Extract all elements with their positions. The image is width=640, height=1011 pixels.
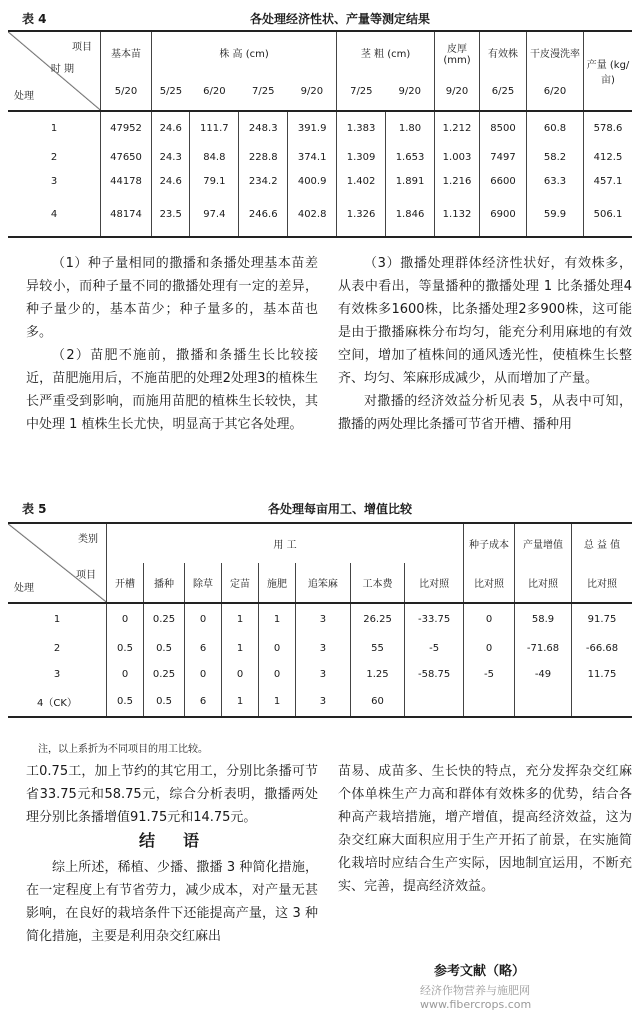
table-cell: 47952: [101, 111, 152, 145]
table-cell: 1.25: [350, 661, 405, 687]
references: 参考文献（略）: [434, 964, 526, 979]
table-cell: 60.8: [527, 111, 584, 145]
table-cell: 58.9: [515, 603, 572, 635]
table-cell: 0: [222, 661, 259, 687]
table4-corner: [8, 31, 101, 111]
table-cell: 63.3: [527, 169, 584, 193]
table4-date: 7/25: [252, 86, 275, 97]
table-cell: 4（CK）: [37, 698, 77, 709]
bottom-left-top: [26, 760, 318, 829]
table5-label: 表 5: [22, 502, 47, 516]
table5-subhead: 比对照: [515, 563, 572, 603]
table-row: [8, 603, 632, 635]
table-cell: 0.25: [144, 661, 185, 687]
table5-subhead: 开槽: [107, 563, 144, 603]
table5-head-output: 产量增值: [515, 523, 572, 563]
table-cell: 97.4: [190, 193, 239, 237]
table-row: [8, 687, 632, 717]
table-cell: -5: [405, 635, 464, 661]
table-cell: 578.6: [584, 111, 633, 145]
table-cell: 44178: [101, 169, 152, 193]
bottom-right: [338, 760, 632, 898]
table-cell: 24.6: [152, 169, 190, 193]
table-cell: 0.5: [107, 635, 144, 661]
table5-corner-category: 类别: [78, 534, 98, 545]
table5-subhead: 定苗: [222, 563, 259, 603]
table4-date: 9/20: [435, 73, 480, 111]
table4-head-skin: 皮厚 (mm): [435, 31, 480, 73]
table-cell: 3: [296, 687, 351, 717]
table-cell: 59.9: [527, 193, 584, 237]
table5-corner: [8, 523, 107, 603]
table-cell: 246.6: [239, 193, 288, 237]
table-cell: 24.3: [152, 145, 190, 169]
table-cell: 1.846: [386, 193, 435, 237]
table4-date: 6/20: [203, 86, 226, 97]
table4-title: 各处理经济性状、产量等测定结果: [249, 12, 430, 26]
table-cell: 3: [296, 635, 351, 661]
table-row: [8, 193, 632, 237]
bottom-left-bottom: [26, 856, 318, 948]
table-cell: 26.25: [350, 603, 405, 635]
table-cell: 1.402: [337, 169, 386, 193]
table4-date: 5/20: [101, 73, 152, 111]
table-cell: 1: [53, 614, 61, 625]
table-cell: 111.7: [190, 111, 239, 145]
paragraph: 对撒播的经济效益分析见表 5，从表中可知，撒播的两处理比条播可节省开槽、播种用: [338, 394, 632, 432]
table-cell: 1: [259, 603, 296, 635]
table-cell: 0.5: [144, 687, 185, 717]
table-cell: 3: [296, 603, 351, 635]
table5-head-cost: 种子成本: [464, 523, 515, 563]
table-cell: 506.1: [584, 193, 633, 237]
table-cell: 6: [185, 687, 222, 717]
table5-subhead: 播种: [144, 563, 185, 603]
table5-head-benefit: 总 益 值: [572, 523, 633, 563]
table-cell: 6900: [480, 193, 527, 237]
paragraph: （3）撒播处理群体经济性状好，有效株多，从表中看出，等量播种的撒播处理 1 比条播处理4有效株多1600株，比条播处理2多900株，这可能是由于撒播麻株分布均匀，能充分利用麻地的有效空间，增加了植株间的通风透光性，使植株生长整齐、均匀、笨麻形成减少，从而增加了产量。: [338, 256, 632, 386]
table-cell: 0: [107, 603, 144, 635]
paragraph: 工0.75工，加上节约的其它用工，分别比条播可节省33.75元和58.75元，综合分析表明，撒播两处理分别比条播增值91.75元和14.75元。: [26, 764, 318, 825]
table-cell: 84.8: [190, 145, 239, 169]
table-cell: 3: [53, 668, 61, 680]
table-row: [8, 169, 632, 193]
table-cell: -71.68: [515, 635, 572, 661]
table-cell: 47650: [101, 145, 152, 169]
table-cell: 55: [350, 635, 405, 661]
table-row: [8, 145, 632, 169]
table-cell: 412.5: [584, 145, 633, 169]
table-cell: 1: [50, 123, 58, 134]
table5-corner-treatment: 处理: [14, 583, 34, 594]
table-cell: -33.75: [405, 603, 464, 635]
body-left: [26, 252, 318, 436]
table-cell: 91.75: [572, 603, 633, 635]
table-cell: 3: [50, 175, 58, 187]
table-cell: -5: [464, 661, 515, 687]
table4-date: 6/20: [527, 73, 584, 111]
table-row: [8, 111, 632, 145]
table5: [8, 522, 632, 718]
table4-date: 9/20: [300, 86, 324, 97]
table-cell: 1.80: [386, 111, 435, 145]
table-row: [8, 661, 632, 687]
table-cell: 11.75: [572, 661, 633, 687]
table5-head-labor: 用 工: [107, 523, 464, 563]
table4-date: 5/25: [152, 73, 190, 111]
table-cell: 58.2: [527, 145, 584, 169]
table-cell: 228.8: [239, 145, 288, 169]
table-cell: 6: [185, 635, 222, 661]
table5-subhead: 除草: [185, 563, 222, 603]
table-cell: 0: [464, 603, 515, 635]
table-cell: 0: [464, 635, 515, 661]
table4-corner-item: 项目: [72, 42, 92, 53]
table-cell: 234.2: [239, 169, 288, 193]
table5-subhead: 比对照: [405, 563, 464, 603]
conclusion-title: 结 语: [138, 831, 205, 850]
table-cell: [405, 687, 464, 717]
table-cell: 79.1: [190, 169, 239, 193]
paragraph: 综上所述，稀植、少播、撒播 3 种简化措施，在一定程度上有节省劳力，减少成本，对产量无甚影响，在良好的栽培条件下还能提高产量，这 3 种简化措施，主要是利用杂交红麻出: [26, 860, 318, 944]
table5-note: 注，以上系折为不同项目的用工比较。: [38, 744, 208, 755]
table-cell: 0.25: [144, 603, 185, 635]
table-cell: 8500: [480, 111, 527, 145]
table4-date: 9/20: [398, 86, 421, 97]
table4-head-yield: 产量 (kg/亩): [584, 31, 633, 111]
table-cell: 3: [296, 661, 351, 687]
table4-head-basic: 基本苗: [101, 31, 152, 73]
table-cell: 1.212: [435, 111, 480, 145]
table-cell: 1.216: [435, 169, 480, 193]
table-cell: 48174: [101, 193, 152, 237]
table-cell: 1: [222, 635, 259, 661]
paragraph: 苗易、成苗多、生长快的特点，充分发挥杂交红麻个体单株生产力高和群体有效株多的优势，结合各种高产栽培措施，增产增值，提高经济效益，这为杂交红麻大面积应用于生产开拓了前景，在实施简化栽培时应结合生产实际，因地制宜运用，不断充实、完善，提高经济效益。: [338, 764, 632, 894]
table4-date: 7/25: [337, 73, 386, 111]
table-cell: 391.9: [288, 111, 337, 145]
table-cell: 400.9: [288, 169, 337, 193]
table-cell: 248.3: [239, 111, 288, 145]
table-cell: 2: [50, 151, 58, 163]
table-cell: 1.653: [386, 145, 435, 169]
watermark: 经济作物营养与施肥网 www.fibercrops.com: [420, 984, 532, 1011]
table4-head-height: 株 高 (cm): [152, 31, 337, 73]
table5-subhead: 工本费: [350, 563, 405, 603]
table-cell: -66.68: [572, 635, 633, 661]
table4-head-ratio: 干皮漫洗率: [527, 31, 584, 73]
table5-title: 各处理每亩用工、增值比较: [267, 502, 412, 516]
table4-date: 6/25: [480, 73, 527, 111]
table-cell: 0: [259, 661, 296, 687]
table-cell: 1.891: [386, 169, 435, 193]
table-cell: 1: [259, 687, 296, 717]
paragraph: （2）苗肥不施前，撒播和条播生长比较接近，苗肥施用后，不施苗肥的处理2处理3的植株生长严重受到影响，而施用苗肥的植株生长较快，其中处理 1 植株生长尤快，明显高于其它各处理。: [26, 348, 318, 432]
table5-subhead: 比对照: [464, 563, 515, 603]
table-cell: 0.5: [107, 687, 144, 717]
table-cell: 24.6: [152, 111, 190, 145]
table4-corner-treatment: 处理: [14, 91, 34, 102]
table-cell: 1.003: [435, 145, 480, 169]
table-cell: 374.1: [288, 145, 337, 169]
table5-subhead: 比对照: [572, 563, 633, 603]
table4-head-effective: 有效株: [480, 31, 527, 73]
table-cell: 0: [107, 661, 144, 687]
table-cell: 0.5: [144, 635, 185, 661]
table-cell: 1.309: [337, 145, 386, 169]
body-right: [338, 252, 632, 436]
table5-subhead: 施肥: [259, 563, 296, 603]
table-cell: 60: [350, 687, 405, 717]
table-cell: 1.326: [337, 193, 386, 237]
table-cell: -49: [515, 661, 572, 687]
table-cell: 23.5: [152, 193, 190, 237]
table-cell: 1.383: [337, 111, 386, 145]
table-cell: -58.75: [405, 661, 464, 687]
table-cell: 1: [222, 603, 259, 635]
table-cell: 0: [185, 661, 222, 687]
table4: [8, 30, 632, 238]
table-cell: 1: [222, 687, 259, 717]
table-cell: 7497: [480, 145, 527, 169]
table-cell: 0: [185, 603, 222, 635]
table4-corner-period: 时 期: [50, 64, 74, 75]
table-cell: 6600: [480, 169, 527, 193]
table5-corner-item: 项目: [76, 570, 96, 581]
table-cell: 4: [50, 209, 58, 220]
table-cell: 0: [259, 635, 296, 661]
table4-label: 表 4: [22, 12, 47, 26]
table-cell: 402.8: [288, 193, 337, 237]
table4-head-stem: 茎 粗 (cm): [337, 31, 435, 73]
table-cell: [464, 687, 515, 717]
table-row: [8, 635, 632, 661]
table-cell: [572, 687, 633, 717]
table-cell: 1.132: [435, 193, 480, 237]
table-cell: [515, 687, 572, 717]
table5-subhead: 追笨麻: [296, 563, 351, 603]
paragraph: （1）种子量相同的撒播和条播处理基本苗差异较小，而种子量不同的撒播处理有一定的差异，种子量少的，基本苗少；种子量多的，基本苗也多。: [26, 256, 318, 340]
table-cell: 457.1: [584, 169, 633, 193]
table-cell: 2: [53, 642, 61, 654]
